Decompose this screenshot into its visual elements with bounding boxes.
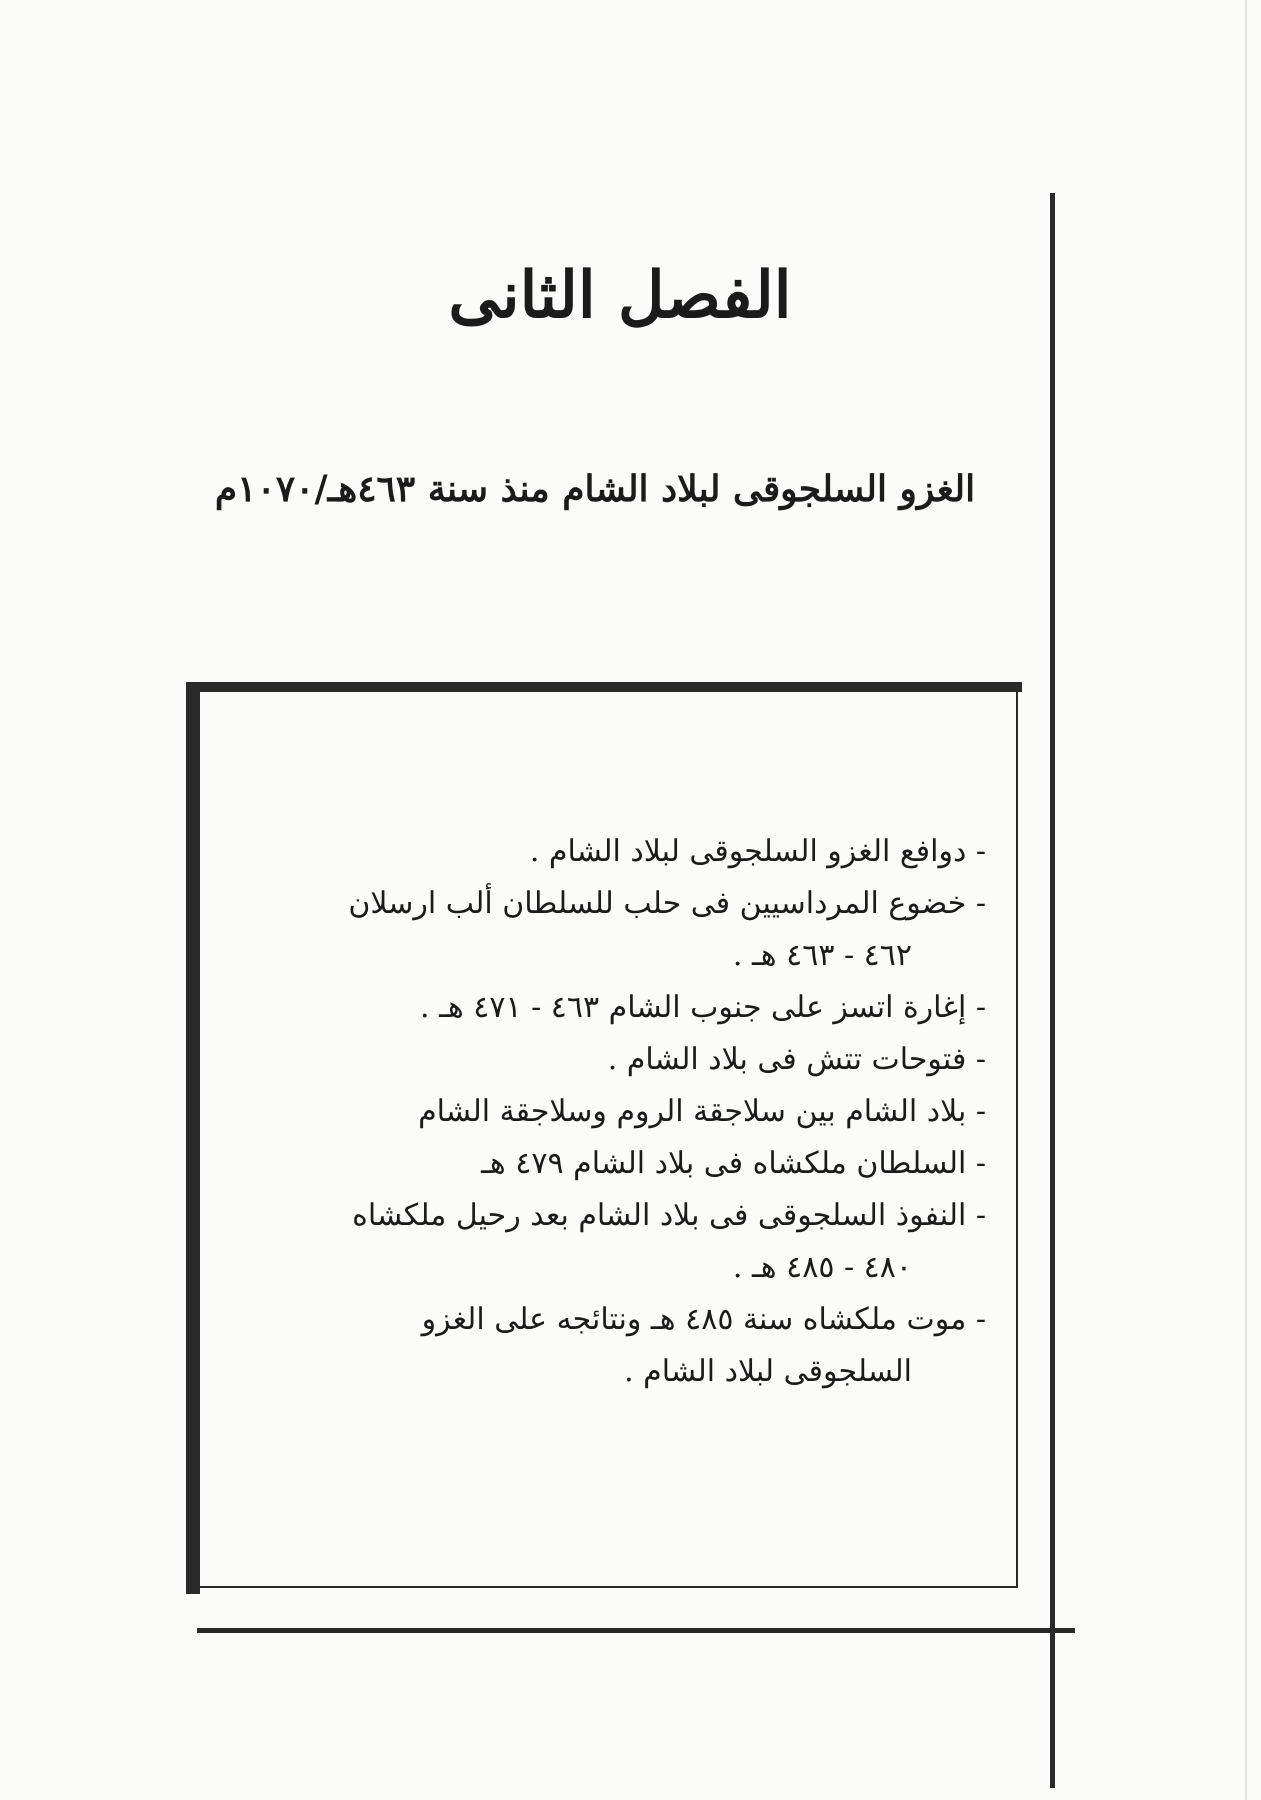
topic-continuation: ٤٨٠ - ٤٨٥ هـ . (732, 1250, 912, 1285)
topics-list (248, 826, 986, 1398)
topic-item (248, 1086, 986, 1138)
topic-item (248, 878, 986, 982)
frame-rule-vertical (1050, 193, 1055, 1788)
topic-item (248, 826, 986, 878)
topic-item (248, 1294, 986, 1398)
topic-item (248, 982, 986, 1034)
topic-text: - إغارة اتسز على جنوب الشام ٤٦٣ - ٤٧١ هـ . (420, 990, 986, 1025)
topic-text: - خضوع المرداسيين فى حلب للسلطان ألب ارسلان (348, 886, 986, 921)
topic-text: - بلاد الشام بين سلاجقة الروم وسلاجقة الشام (418, 1094, 986, 1129)
frame-rule-horizontal (197, 1628, 1075, 1633)
topics-box (186, 682, 1018, 1588)
topic-item (248, 1138, 986, 1190)
topic-text: - دوافع الغزو السلجوقى لبلاد الشام . (529, 834, 986, 869)
chapter-title: الفصل الثانى (448, 258, 792, 333)
topic-text: - فتوحات تتش فى بلاد الشام . (607, 1042, 986, 1077)
topic-text: - موت ملكشاه سنة ٤٨٥ هـ ونتائجه على الغزو (421, 1302, 986, 1337)
topic-continuation: السلجوقى لبلاد الشام . (624, 1354, 912, 1389)
topic-text: - النفوذ السلجوقى فى بلاد الشام بعد رحيل ملكشاه (352, 1198, 986, 1233)
topic-item (248, 1034, 986, 1086)
topic-item (248, 1190, 986, 1294)
chapter-subtitle: الغزو السلجوقى لبلاد الشام منذ سنة ٤٦٣هـ/١٠٧٠م (214, 468, 976, 510)
scan-page-edge (1245, 0, 1247, 1800)
topic-text: - السلطان ملكشاه فى بلاد الشام ٤٧٩ هـ (481, 1146, 986, 1181)
topic-continuation: ٤٦٢ - ٤٦٣ هـ . (732, 938, 912, 973)
